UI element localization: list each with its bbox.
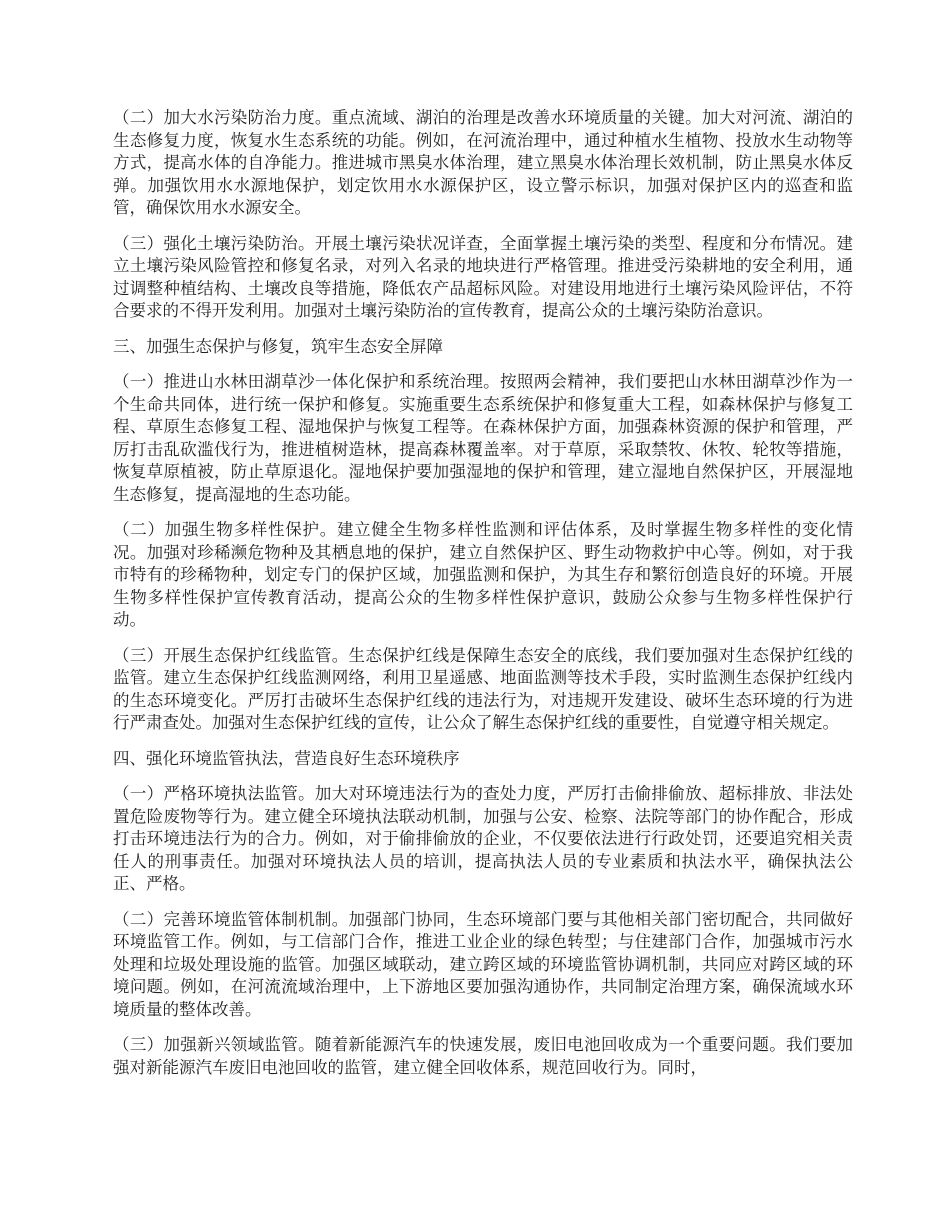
paragraph-biodiversity: （二）加强生物多样性保护。建立健全生物多样性监测和评估体系，及时掌握生物多样性的变化情况。加强对珍稀濒危物种及其栖息地的保护，建立自然保护区、野生动物救护中心等。例如，对于我市特有的珍稀物种，划定专门的保护区域，加强监测和保护，为其生存和繁衍创造良好的环境。开展生物多样性保护宣传教育活动，提高公众的生物多样性保护意识，鼓励公众参与生物多样性保护行动。 [113,520,853,629]
paragraph-red-line-supervision: （三）开展生态保护红线监管。生态保护红线是保障生态安全的底线，我们要加强对生态保护红线的监管。建立生态保护红线监测网络，利用卫星遥感、地面监测等技术手段，实时监测生态保护红线内的生态环境变化。严厉打击破坏生态保护红线的违法行为，对违规开发建设、破坏生态环境的行为进行严肃查处。加强对生态保护红线的宣传，让公众了解生态保护红线的重要性，自觉遵守相关规定。 [113,645,853,732]
paragraph-integrated-governance: （一）推进山水林田湖草沙一体化保护和系统治理。按照两会精神，我们要把山水林田湖草沙作为一个生命共同体，进行统一保护和修复。实施重要生态系统保护和修复重大工程，如森林保护与修复工程、草原生态修复工程、湿地保护与恢复工程等。在森林保护方面，加强森林资源的保护和管理，严厉打击乱砍滥伐行为，推进植树造林，提高森林覆盖率。对于草原，采取禁牧、休牧、轮牧等措施，恢复草原植被，防止草原退化。湿地保护要加强湿地的保护和管理，建立湿地自然保护区，开展湿地生态修复，提高湿地的生态功能。 [113,372,853,504]
paragraph-supervision-mechanism: （二）完善环境监管体制机制。加强部门协同，生态环境部门要与其他相关部门密切配合，共同做好环境监管工作。例如，与工信部门合作，推进工业企业的绿色转型；与住建部门合作，加强城市污水处理和垃圾处理设施的监管。加强区域联动，建立跨区域的环境监管协调机制，共同应对跨区域的环境问题。例如，在河流流域治理中，上下游地区要加强沟通协作，共同制定治理方案，确保流域水环境质量的整体改善。 [113,909,853,1019]
paragraph-strict-enforcement: （一）严格环境执法监管。加大对环境违法行为的查处力度，严厉打击偷排偷放、超标排放、非法处置危险废物等行为。建立健全环境执法联动机制，加强与公安、检察、法院等部门的协作配合，形成打击环境违法行为的合力。例如，对于偷排偷放的企业，不仅要依法进行行政处罚，还要追究相关责任人的刑事责任。加强对环境执法人员的培训，提高执法人员的专业素质和执法水平，确保执法公正、严格。 [113,784,853,893]
document-page [113,107,853,1092]
paragraph-emerging-fields: （三）加强新兴领域监管。随着新能源汽车的快速发展，废旧电池回收成为一个重要问题。我们要加强对新能源汽车废旧电池回收的监管，建立健全回收体系，规范回收行为。同时， [113,1035,853,1077]
section-heading-ecological-protection: 三、加强生态保护与修复，筑牢生态安全屏障 [113,336,443,356]
paragraph-soil-pollution: （三）强化土壤污染防治。开展土壤污染状况详查，全面掌握土壤污染的类型、程度和分布情况。建立土壤污染风险管控和修复名录，对列入名录的地块进行严格管理。推进受污染耕地的安全利用，通过调整种植结构、土壤改良等措施，降低农产品超标风险。对建设用地进行土壤污染风险评估，不符合要求的不得开发利用。加强对土壤污染防治的宣传教育，提高公众的土壤污染防治意识。 [113,233,853,320]
section-heading-enforcement: 四、强化环境监管执法，营造良好生态环境秩序 [113,748,460,768]
paragraph-water-pollution: （二）加大水污染防治力度。重点流域、湖泊的治理是改善水环境质量的关键。加大对河流、湖泊的生态修复力度，恢复水生态系统的功能。例如，在河流治理中，通过种植水生植物、投放水生动物等方式，提高水体的自净能力。推进城市黑臭水体治理，建立黑臭水体治理长效机制，防止黑臭水体反弹。加强饮用水水源地保护，划定饮用水水源保护区，设立警示标识，加强对保护区内的巡查和监管，确保饮用水水源安全。 [113,108,853,217]
